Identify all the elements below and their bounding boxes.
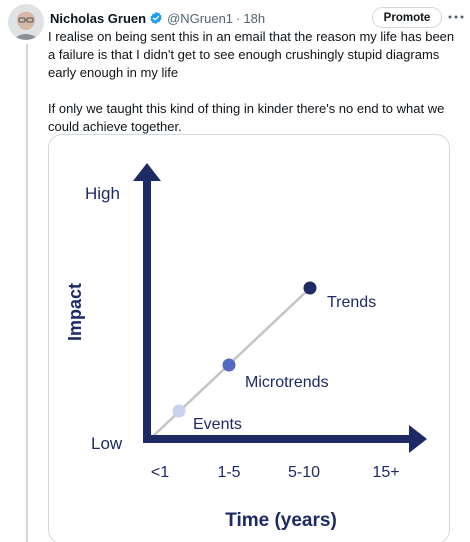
author-handle[interactable]: @NGruen1 (167, 10, 234, 26)
x-axis-arrow-icon (409, 425, 427, 453)
tweet-text-paragraph-2: If only we taught this kind of thing in kinder there's no end to what we could achieve together. (48, 101, 445, 134)
point-label-trends: Trends (327, 294, 377, 311)
point-label-microtrends: Microtrends (245, 374, 329, 391)
point-events (173, 405, 186, 418)
tweet-header (50, 8, 265, 28)
y-axis-title: Impact (65, 282, 85, 341)
x-axis-title: Time (years) (225, 510, 337, 531)
x-tick-label: 15+ (372, 464, 400, 481)
impact-time-diagram (49, 135, 450, 542)
verified-badge-icon (149, 11, 163, 25)
x-axis-line (143, 435, 415, 443)
y-high-label: High (85, 184, 120, 203)
point-trends (304, 282, 317, 295)
timestamp-link[interactable]: 18h (243, 10, 266, 26)
separator-dot: · (236, 10, 241, 26)
y-axis-arrow-icon (133, 163, 161, 181)
y-axis-line (143, 177, 151, 441)
author-name[interactable]: Nicholas Gruen (50, 10, 147, 26)
x-tick-label: 1-5 (217, 464, 241, 481)
avatar-portrait-icon (8, 4, 44, 40)
more-dots-icon[interactable] (446, 8, 466, 26)
avatar[interactable] (8, 4, 44, 40)
attached-diagram-image[interactable] (48, 134, 450, 542)
tweet-text-paragraph-1: I realise on being sent this in an email that the reason my life has been a failure is that I didn't get to see enough crushingly stupid diagrams early enough in my life (48, 29, 455, 80)
tweet-text (48, 28, 464, 136)
x-tick-label: <1 (150, 464, 170, 481)
x-tick-label: 5-10 (287, 464, 321, 481)
y-low-label: Low (91, 434, 123, 453)
point-microtrends (223, 359, 236, 372)
point-label-events: Events (193, 416, 242, 433)
promote-button[interactable]: Promote (372, 7, 442, 28)
thread-connector-line (26, 44, 28, 542)
